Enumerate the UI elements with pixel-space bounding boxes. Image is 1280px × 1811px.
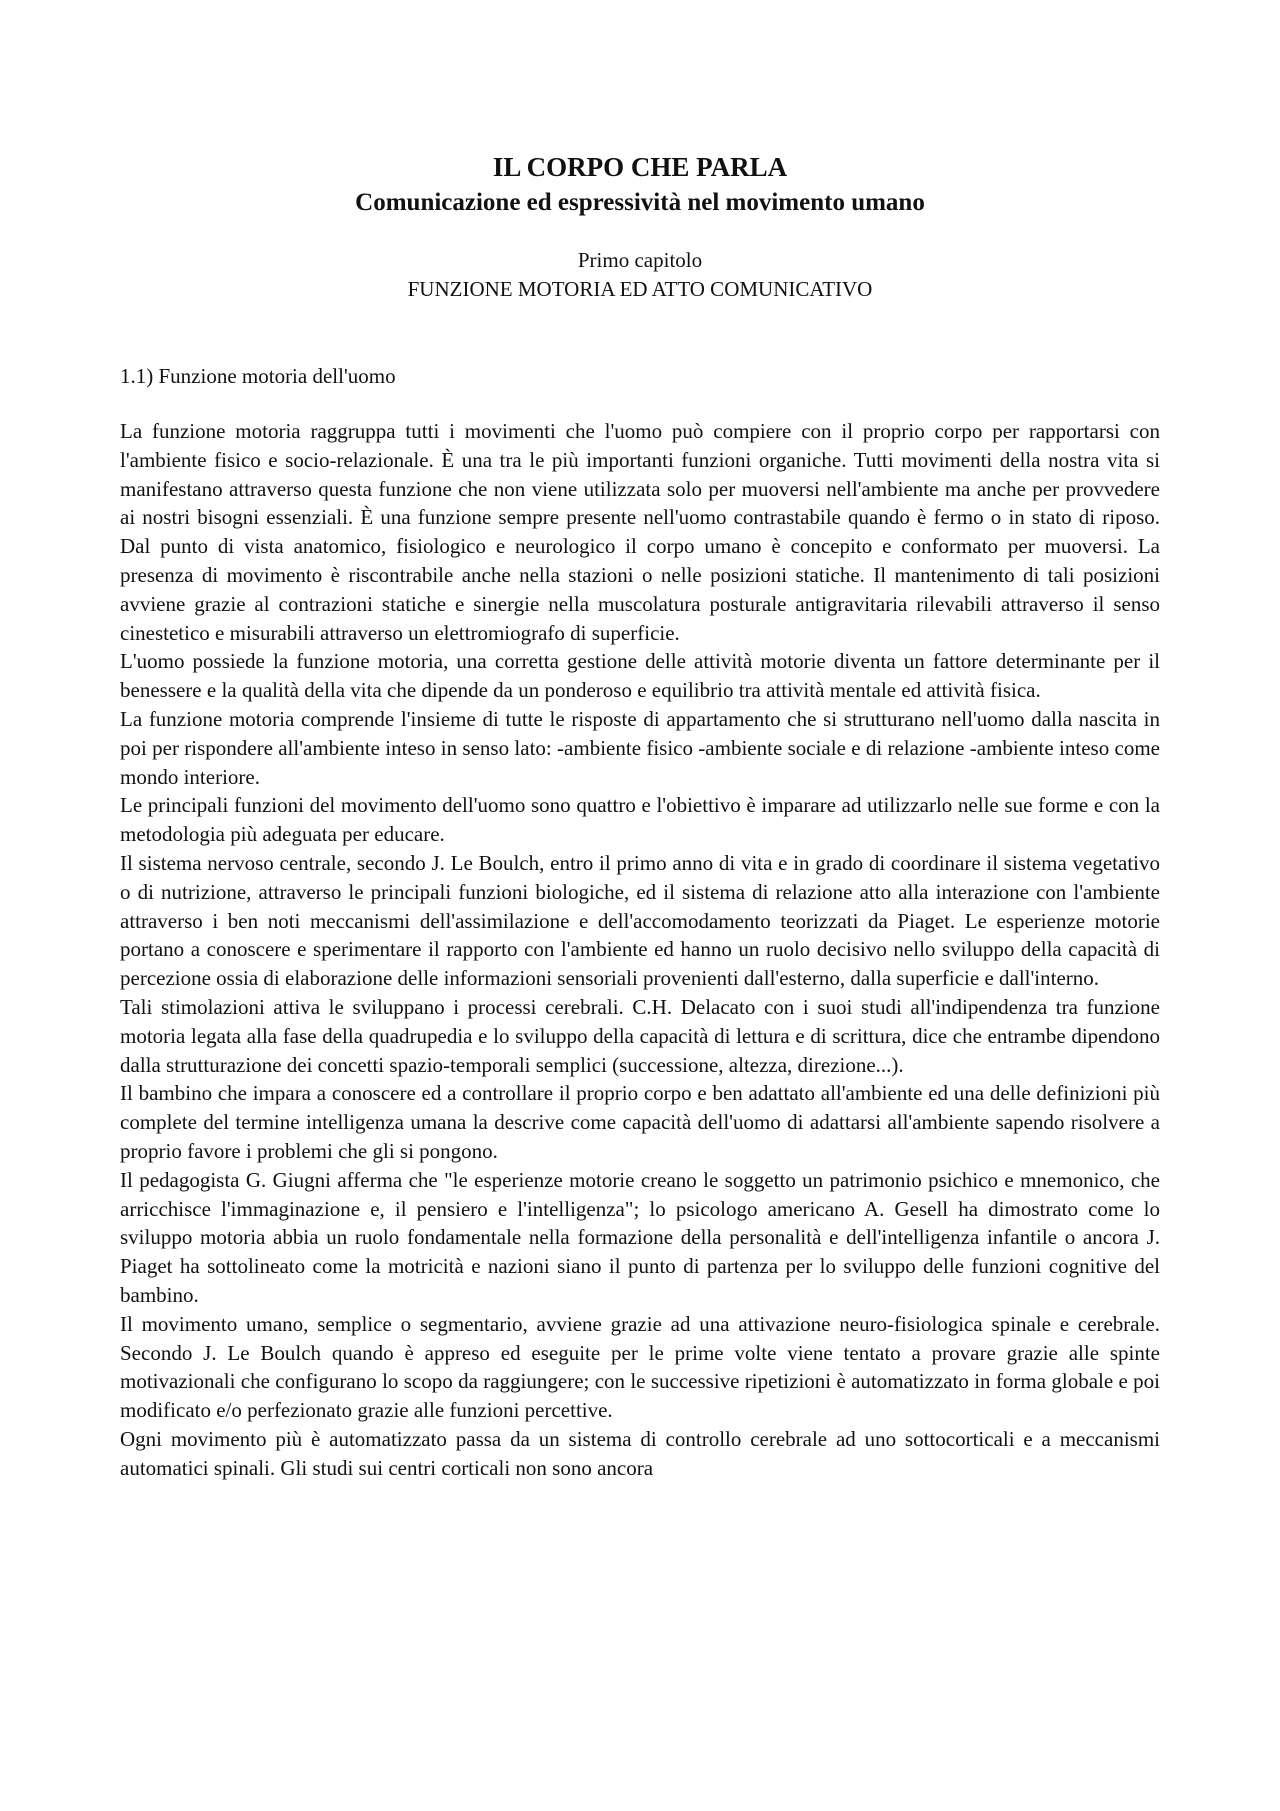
- paragraph: Il movimento umano, semplice o segmentario, avviene grazie ad una attivazione neuro-fisiologica spinale e cerebrale. Secondo J. Le Boulch quando è appreso ed eseguite per le prime volte viene tentato a provare grazie alle spinte motivazionali che configurano lo scopo da raggiungere; con le successive ripetizioni è automatizzato in forma globale e poi modificato e/o perfezionato grazie alle funzioni percettive.: [120, 1311, 1160, 1423]
- chapter-title: FUNZIONE MOTORIA ED ATTO COMUNICATIVO: [407, 277, 873, 301]
- document-subtitle: Comunicazione ed espressività nel movimento umano: [355, 189, 925, 216]
- body-text: [120, 417, 1160, 1482]
- paragraph: Il bambino che impara a conoscere ed a controllare il proprio corpo e ben adattato all'ambiente ed una delle definizioni più complete del termine intelligenza umana la descrive come capacità dell'uomo di adattarsi all'ambiente sapendo risolvere a proprio favore i problemi che gli si pongono.: [120, 1081, 1160, 1163]
- paragraph: Le principali funzioni del movimento dell'uomo sono quattro e l'obiettivo è imparare ad utilizzarlo nelle sue forme e con la metodologia più adeguata per educare.: [120, 793, 1160, 847]
- chapter-label: Primo capitolo: [577, 248, 703, 272]
- document-title: IL CORPO CHE PARLA: [492, 152, 788, 182]
- paragraph: La funzione motoria comprende l'insieme di tutte le risposte di appartamento che si strutturano nell'uomo dalla nascita in poi per rispondere all'ambiente inteso in senso lato: -ambiente fisico -ambiente sociale e di relazione -ambiente inteso come mondo interiore.: [120, 706, 1160, 789]
- paragraph: La funzione motoria raggruppa tutti i movimenti che l'uomo può compiere con il proprio corpo per rapportarsi con l'ambiente fisico e socio-relazionale. È una tra le più importanti funzioni organiche. Tutti movimenti della nostra vita si manifestano attraverso questa funzione che non viene utilizzata solo per muoversi nell'ambiente ma anche per provvedere ai nostri bisogni essenziali. È una funzione sempre presente nell'uomo contrastabile quando è fermo o in stato di riposo. Dal punto di vista anatomico, fisiologico e neurologico il corpo umano è concepito e conformato per muoversi. La presenza di movimento è riscontrabile anche nella stazioni o nelle posizioni statiche. Il mantenimento di tali posizioni avviene grazie al contrazioni statiche e sinergie nella muscolatura posturale antigravitaria rilevabili attraverso il senso cinestetico e misurabili attraverso un elettromiografo di superficie.: [120, 419, 1160, 645]
- paragraph: Il sistema nervoso centrale, secondo J. Le Boulch, entro il primo anno di vita e in grado di coordinare il sistema vegetativo o di nutrizione, attraverso le principali funzioni biologiche, ed il sistema di relazione atto alla interazione con l'ambiente attraverso i ben noti meccanismi dell'assimilazione e dell'accomodamento teorizzati da Piaget. Le esperienze motorie portano a conoscere e sperimentare il rapporto con l'ambiente ed hanno un ruolo decisivo nello sviluppo della capacità di percezione ossia di elaborazione delle informazioni sensoriali provenienti dall'esterno, dalla superficie e dall'interno.: [120, 850, 1160, 991]
- paragraph: Il pedagogista G. Giugni afferma che "le esperienze motorie creano le soggetto un patrimonio psichico e mnemonico, che arricchisce l'immaginazione e, il pensiero e l'intelligenza"; lo psicologo americano A. Gesell ha dimostrato come lo sviluppo motoria abbia un ruolo fondamentale nella formazione della personalità e dell'intelligenza infantile o ancora J. Piaget ha sottolineato come la motricità e nazioni siano il punto di partenza per lo sviluppo delle funzioni cognitive del bambino.: [120, 1167, 1160, 1307]
- paragraph: L'uomo possiede la funzione motoria, una corretta gestione delle attività motorie diventa un fattore determinante per il benessere e la qualità della vita che dipende da un ponderoso e equilibrio tra attività mentale ed attività fisica.: [120, 649, 1160, 703]
- paragraph: Ogni movimento più è automatizzato passa da un sistema di controllo cerebrale ad uno sottocorticali e a meccanismi automatici spinali. Gli studi sui centri corticali non sono ancora: [120, 1426, 1160, 1480]
- section-heading: 1.1) Funzione motoria dell'uomo: [120, 364, 396, 388]
- paragraph: Tali stimolazioni attiva le sviluppano i processi cerebrali. C.H. Delacato con i suoi studi all'indipendenza tra funzione motoria legata alla fase della quadrupedia e lo sviluppo della capacità di lettura e di scrittura, dice che entrambe dipendono dalla strutturazione dei concetti spazio-temporali semplici (successione, altezza, direzione...).: [120, 994, 1160, 1077]
